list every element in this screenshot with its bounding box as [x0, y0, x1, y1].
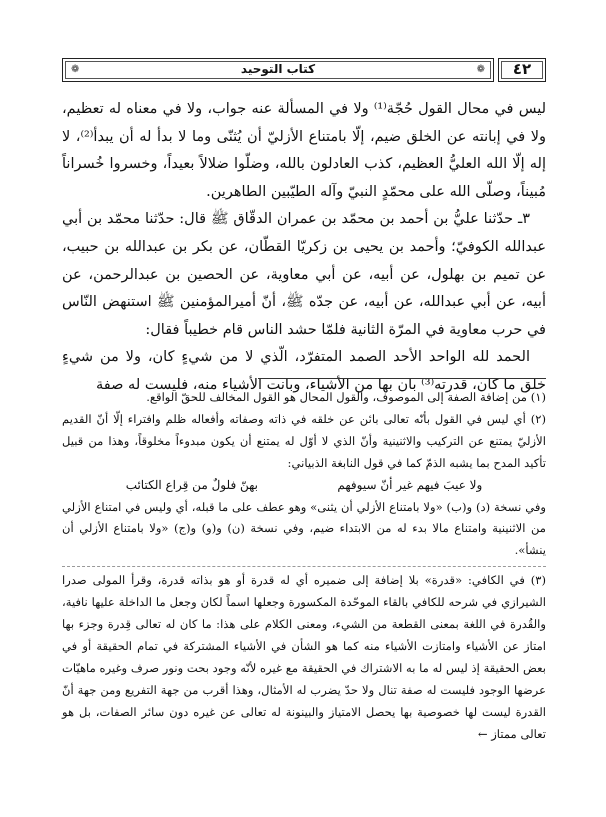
verse-hemistich-first: ولا عيبَ فيهم غير أنّ سيوفهم [337, 477, 483, 492]
page-number: ٤٢ [512, 60, 532, 78]
verse-hemistich-second: بهنّ فلولٌ من قِراع الكتائب [125, 477, 259, 492]
poem-verse [62, 475, 546, 497]
ornament-icon: ❁ [476, 64, 485, 75]
footnote-divider [258, 378, 546, 379]
paragraph: ليس في محال القول حُجّة⁽¹⁾ ولا في المسألة عنه جواب، ولا في معناه له تعظيم، ولا في إبانته عن الخلق ضيم، إلّا بامتناع الأزليّ أن يُثنّى وما لا بدأ له أن يبدأ⁽²⁾، لا إله إلّا الله العليُّ العظيم، كذب العادلون بالله، وضلّوا ضلالاً بعيداً، وخسروا خُسراناً مُبيناً، وصلّى الله على محمّدٍ النبيّ وآله الطيّبين الطاهرين. [62, 101, 546, 200]
footnote-separator [62, 566, 546, 567]
page-number-frame [498, 58, 546, 82]
running-header [62, 58, 546, 84]
book-title: كتاب التوحيد [240, 62, 316, 76]
main-text [62, 96, 546, 400]
paragraph: الحمد لله الواحد الأحد الصمد المتفرّد، الّذي لا من شيءٍ كان، ولا من شيءٍ خلق ما كان، قدرته⁽³⁾ بان بها من الأشياء، وبانت الأشياء منه، فليست له صفة [62, 349, 546, 393]
footnote-2-continued: وفي نسخة (د) و(ب) «ولا بامتناع الأزلي أن يثنى» وهو عطف على ما قبله، أي وليس في امتناع الأزلي من الاثنينية وامتناع مالا بدء له من الابتداء ضيم، وفي نسخة (ن) و(و) و(ج) «ولا بامتناع الأزلي أن ينشأ». [62, 499, 546, 558]
ornament-icon: ❁ [71, 64, 80, 75]
paragraph: ٣ـ حدّثنا عليُّ بن أحمد بن محمّد بن عمران الدقّاق ﷺ قال: حدّثنا محمّد بن أبي عبدالله الكوفيّ؛ وأحمد بن يحيى بن زكريّا القطّان، عن بكر بن عبدالله بن حبيب، عن تميم بن بهلول، عن أبيه، عن أبي معاوية، عن الحصين بن عبدالرحمن، عن أبيه، عن أبي عبدالله، عن أبيه، عن جدّه ﷺ، أنّ أميرالمؤمنين ﷺ استنهض النّاس في حرب معاوية في المرّة الثانية فلمّا حشد الناس قام خطيباً فقال: [62, 211, 546, 338]
footnote-2: (٢) أي ليس في القول بأنّه تعالى بائن عن خلقه في ذاته وصفاته وأفعاله ظلم وافتراء إلّا أنّ القديم الأزليّ يمتنع عن التركيب والاثنينية وأنّ الذي لا أوّل له يمتنع أن يكون مبدوءاً مخلوقاً، وهذا من قبيل تأكيد المدح بما يشبه الذمّ كما في قول النابغة الذبياني: [62, 411, 546, 470]
footnote-1: (١) من إضافة الصفة إلى الموصوف، والقول المحال هو القول المخالف للحقّ الواقع. [146, 390, 546, 404]
footnotes [62, 387, 546, 746]
book-title-frame [62, 58, 494, 82]
footnote-3: (٣) في الكافي: «قدرة» بلا إضافة إلى ضميره أي له قدرة أو هو بذاته قدرة، وقرأ المولى صدرا الشيرازي في شرحه للكافي بالقاء الموحّدة المكسورة وجعلها اسماً لكان وجعل ما الداخلة عليها نافية، والقُدرة في اللغة بمعنى القطعة من الشيء، ومعنى الكلام على هذا: ما كان له تعالى قِدرة وجزء بها امتاز عن الأشياء وامتازت الأشياء منه كما هو الشأن في الأشياء المشتركة في تمام الحقيقة أو في بعض الحقيقة إذ ليس له ما به الاشتراك في الحقيقة مع غيره لأنّه وجود بحت ونور صرف وغيره ماهيّات عرضها الوجود فليست له صفة تنال ولا حدّ يضرب له الأمثال، وهذا أقرب من جهة التفريع ومن جهة أنّ القدرة ليست لها خصوصية بها يحصل الامتياز والبينونة له تعالى عن غيره دون سائر الصفات، بل هو تعالى ممتاز ← [62, 573, 546, 741]
